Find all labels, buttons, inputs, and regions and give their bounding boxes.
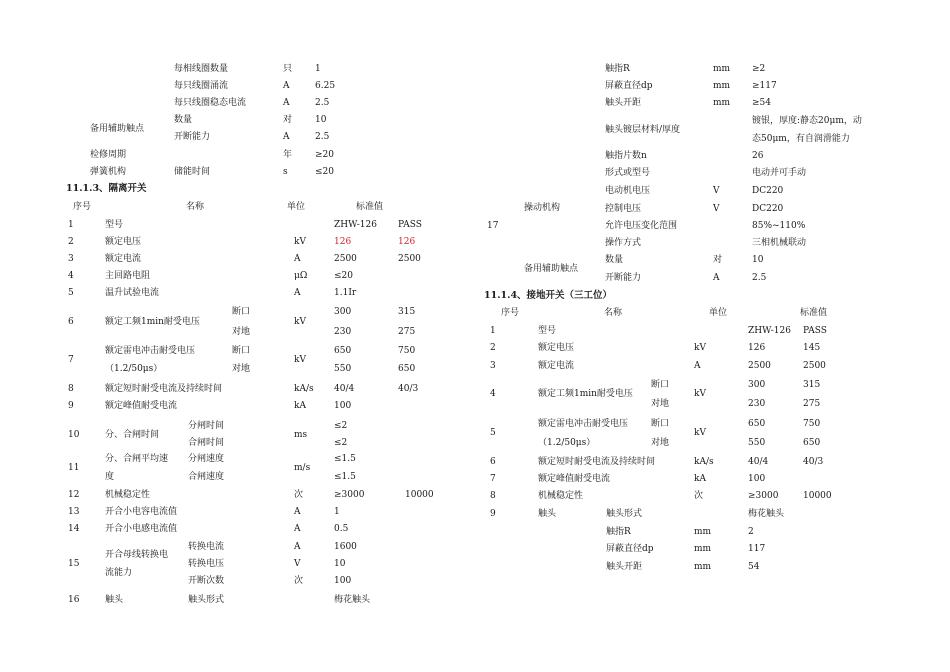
left-top-6-c2: 年 [283,150,293,160]
left-r-12-c3-19: 次 [294,490,304,500]
left-r-18-c1-18: 度 [105,472,115,482]
left-r-14-c1-21: 开合小电感电流值 [105,524,178,534]
right-r-13-c3-13: mm [694,527,712,537]
left-top-5-c3: 2.5 [315,132,330,142]
left-r-5-c1-4: 温升试验电流 [105,288,160,298]
left-r-14-c4-21: 0.5 [334,524,349,534]
left-r-12-c4-19: ≥3000 [334,490,365,500]
left-top-1-c3: 6.25 [315,81,336,91]
right-r-6-c5-6: 750 [803,419,821,429]
left-r-6-c0-6: 6 [68,317,74,327]
left-r-12-c0-19: 12 [68,490,80,500]
left-r-26-c3-26: 次 [294,576,304,586]
left-r-9-c3-12: kA [294,401,306,411]
right-r-1-c5-0: PASS [803,326,827,336]
left-r-3-c4-2: 2500 [334,254,357,264]
left-r-3-c3-2: A [294,254,301,264]
left-r-22-c4-22: 1600 [334,542,357,552]
right-top-7-c2: 形式或型号 [605,168,651,178]
right-r-6-c2-6: 断口 [651,419,670,429]
left-top-0-c1: 每相线圈数量 [174,64,229,74]
right-r-7-c3-10: kA [694,474,706,484]
left-r-11-c0-17: 11 [68,463,80,473]
left-r-10-c4-10: 550 [334,364,352,374]
right-r-4-c1-4: 额定工频1min耐受电压 [538,389,633,399]
right-r-15-c3-15: mm [694,562,712,572]
right-top-8-c2: 电动机电压 [605,186,651,196]
left-r-8-c1-11: 额定短时耐受电流及持续时间 [105,384,223,394]
right-r-9-c0-12: 9 [490,509,496,519]
right-top-10-c4: DC220 [752,204,784,214]
right-top-11-c4: 85%~110% [752,221,806,231]
left-top-3-c2: 对 [283,115,293,125]
right-r-14-c4-14: 117 [748,544,766,554]
left-r-1-c5-0: PASS [398,220,422,230]
right-r-15-c4-15: 54 [748,562,760,572]
left-r-14-c3-21: A [294,524,301,534]
left-top-1-c1: 每只线圈涌流 [174,81,229,91]
left-r-2-c5-1: 126 [398,237,416,247]
left-r-13-c1-20: 开合小电容电流值 [105,507,178,517]
left-r-16-c4-27: 梅花触头 [334,595,371,605]
right-top-15-c2: 开断能力 [605,273,642,283]
right-r-6-c3-9: kA/s [694,457,714,467]
right-top-9-c1: 操动机构 [524,203,561,213]
left-r-8-c2-8: 断口 [232,346,251,356]
right-r-3-c4-3: 300 [748,380,766,390]
right-r-3-c4-2: 2500 [748,361,771,371]
left-r-7-c3-9: kV [294,355,306,365]
right-r-8-c4-11: ≥3000 [748,491,779,501]
right-r-5-c0-7: 5 [490,428,496,438]
right-top-0-c2: 触指R [605,64,630,74]
left-r-5-c5-5: 315 [398,307,416,317]
left-r-13-c4-13: ≤2 [334,421,348,431]
left-top-4-c0: 备用辅助触点 [90,124,145,134]
right-top-14-c1: 备用辅助触点 [524,264,579,274]
right-top-6-c4: 26 [752,151,764,161]
left-r-16-c2-27: 触头形式 [188,595,225,605]
right-top-1-c4: ≥117 [752,81,777,91]
right-top-0-c4: ≥2 [752,64,766,74]
left-top-0-c2: 只 [283,64,293,74]
left-r-1-c0-0: 1 [68,220,74,230]
left-r-8-c5-11: 40/3 [398,384,419,394]
left-top-3-c3: 10 [315,115,327,125]
left-r-6-c3-6: kV [294,317,306,327]
left-r-13-c4-20: 1 [334,507,340,517]
right-r-3-c1-2: 额定电流 [538,361,575,371]
left-r-7-c4-7: 230 [334,327,352,337]
right-r-14-c3-14: mm [694,544,712,554]
right-header-name: 名称 [604,308,623,318]
left-r-16-c1-27: 触头 [105,595,124,605]
right-top-4-c2: 触头镀层材料/厚度 [605,125,681,135]
left-r-7-c5-7: 275 [398,327,416,337]
left-r-8-c4-11: 40/4 [334,384,355,394]
left-top-3-c1: 数量 [174,115,193,125]
right-r-5-c4-5: 230 [748,399,766,409]
right-top-1-c2: 屏蔽直径dp [605,81,653,91]
left-r-4-c1-3: 主回路电阻 [105,271,151,281]
right-r-3-c3-2: A [694,361,701,371]
right-header-unit: 单位 [709,308,728,318]
left-r-5-c4-4: 1.1Ir [334,288,357,298]
left-r-4-c4-3: ≤20 [334,271,353,281]
left-r-15-c3-24: V [294,559,301,569]
left-r-8-c5-8: 750 [398,346,416,356]
right-r-6-c1-6: 额定雷电冲击耐受电压 [538,419,629,429]
right-r-8-c5-8: 650 [803,438,821,448]
left-r-10-c5-10: 650 [398,364,416,374]
right-top-12-c4: 三相机械联动 [752,238,807,248]
left-r-10-c1-14: 分、合闸时间 [105,430,160,440]
left-top-5-c1: 开断能力 [174,132,211,142]
left-r-2-c3-1: kV [294,237,306,247]
left-r-26-c4-26: 100 [334,576,352,586]
left-r-9-c1-12: 额定峰值耐受电流 [105,401,178,411]
right-r-2-c4-1: 126 [748,343,766,353]
right-top-15-c3: A [713,273,720,283]
left-r-15-c0-24: 15 [68,559,80,569]
left-r-5-c3-4: A [294,288,301,298]
left-r-4-c3-3: μΩ [294,271,308,281]
right-r-2-c5-1: 145 [803,343,821,353]
right-top-5-c4: 态50μm，有自润滑能力 [752,134,850,144]
right-top-2-c2: 触头开距 [605,98,642,108]
right-r-2-c1-1: 额定电压 [538,343,575,353]
right-r-8-c2-8: 对地 [651,438,670,448]
left-top-1-c2: A [283,81,290,91]
left-r-15-c2-15: 合闸时间 [188,438,225,448]
left-top-2-c3: 2.5 [315,98,330,108]
left-top-0-c3: 1 [315,64,321,74]
right-top-13-c3: 对 [713,255,723,265]
right-top-8-c3: V [713,186,720,196]
left-section-title: 11.1.3、隔离开关 [66,183,147,194]
left-r-22-c2-22: 转换电流 [188,542,225,552]
left-r-23-c1-23: 开合母线转换电 [105,550,169,560]
left-r-22-c3-22: A [294,542,301,552]
left-top-2-c2: A [283,98,290,108]
right-top-13-c2: 数量 [605,255,624,265]
left-r-5-c2-5: 断口 [232,307,251,317]
right-top-10-c2: 控制电压 [605,204,642,214]
right-top-2-c3: mm [713,98,731,108]
left-r-3-c1-2: 额定电流 [105,254,142,264]
right-r-5-c2-5: 对地 [651,399,670,409]
right-top-2-c4: ≥54 [752,98,771,108]
right-r-4-c0-4: 4 [490,389,496,399]
left-r-2-c4-1: 126 [334,237,352,247]
left-r-8-c1-8: 额定雷电冲击耐受电压 [105,346,196,356]
left-r-8-c0-11: 8 [68,384,74,394]
right-r-15-c2-15: 触头开距 [606,562,643,572]
right-r-9-c4-12: 梅花触头 [748,509,785,519]
right-r-6-c1-9: 额定短时耐受电流及持续时间 [538,457,656,467]
left-r-18-c2-18: 合闸速度 [188,472,225,482]
left-r-16-c0-27: 16 [68,595,80,605]
left-r-2-c1-1: 额定电压 [105,237,142,247]
right-r-7-c0-10: 7 [490,474,496,484]
right-top-6-c2: 触指片数n [605,151,647,161]
left-top-7-c2: s [283,167,288,177]
right-r-7-c1-10: 额定峰值耐受电流 [538,474,611,484]
left-top-5-c2: A [283,132,290,142]
left-r-11-c3-17: m/s [294,463,311,473]
right-r-4-c3-4: kV [694,389,706,399]
left-r-8-c3-11: kA/s [294,384,314,394]
right-r-2-c0-1: 2 [490,343,496,353]
right-r-5-c5-5: 275 [803,399,821,409]
left-header-std: 标准值 [356,202,384,212]
right-r-9-c1-12: 触头 [538,509,557,519]
left-r-12-c1-19: 机械稳定性 [105,490,151,500]
right-top-3-c4: 镀银，厚度:静态20μm，动 [752,116,862,126]
right-r-3-c2-3: 断口 [651,380,670,390]
left-r-1-c4-0: ZHW-126 [334,220,377,230]
right-r-2-c3-1: kV [694,343,706,353]
left-header-unit: 单位 [287,202,306,212]
right-r-6-c0-9: 6 [490,457,496,467]
left-r-2-c0-1: 2 [68,237,74,247]
right-r-6-c4-9: 40/4 [748,457,769,467]
left-r-5-c4-5: 300 [334,307,352,317]
left-r-4-c0-3: 4 [68,271,74,281]
right-top-11-c0: 17 [487,221,499,231]
left-header-no: 序号 [73,202,92,212]
right-r-3-c5-3: 315 [803,380,821,390]
left-r-1-c1-0: 型号 [105,220,124,230]
right-top-7-c4: 电动并可手动 [752,168,807,178]
right-top-12-c2: 操作方式 [605,238,642,248]
right-r-8-c4-8: 550 [748,438,766,448]
right-header-std: 标准值 [800,308,828,318]
left-r-14-c0-21: 14 [68,524,80,534]
right-header-no: 序号 [501,308,520,318]
left-r-26-c2-26: 开断次数 [188,576,225,586]
left-top-2-c1: 每只线圈稳态电流 [174,98,247,108]
left-r-13-c3-20: A [294,507,301,517]
right-r-5-c3-7: kV [694,428,706,438]
right-r-6-c4-6: 650 [748,419,766,429]
left-r-10-c2-10: 对地 [232,364,251,374]
left-r-16-c1-16: 分、合闸平均速 [105,454,169,464]
right-top-8-c4: DC220 [752,186,784,196]
left-header-name: 名称 [186,202,205,212]
right-top-13-c4: 10 [752,255,764,265]
left-r-9-c4-12: 100 [334,401,352,411]
left-r-10-c1-10: （1.2/50μs） [105,364,163,374]
left-r-18-c4-18: ≤1.5 [334,472,356,482]
right-r-13-c4-13: 2 [748,527,754,537]
left-top-7-c1: 储能时间 [174,167,211,177]
left-top-7-c0: 弹簧机构 [90,167,127,177]
left-top-6-c3: ≥20 [315,150,334,160]
left-r-13-c0-20: 13 [68,507,80,517]
left-r-3-c0-2: 3 [68,254,74,264]
left-r-12-c5-19: 10000 [405,490,434,500]
left-r-10-c3-14: ms [294,430,308,440]
left-top-6-c0: 检修周期 [90,150,127,160]
right-r-8-c0-11: 8 [490,491,496,501]
right-r-8-c1-11: 机械稳定性 [538,491,584,501]
left-r-10-c0-14: 10 [68,430,80,440]
right-r-14-c2-14: 屏蔽直径dp [606,544,654,554]
left-r-8-c4-8: 650 [334,346,352,356]
right-r-1-c1-0: 型号 [538,326,557,336]
right-r-7-c4-10: 100 [748,474,766,484]
right-section-title: 11.1.4、接地开关（三工位） [484,290,613,301]
right-top-0-c3: mm [713,64,731,74]
right-r-1-c0-0: 1 [490,326,496,336]
left-r-15-c2-24: 转换电压 [188,559,225,569]
right-r-3-c5-2: 2500 [803,361,826,371]
left-r-7-c2-7: 对地 [232,327,251,337]
left-r-15-c4-15: ≤2 [334,438,348,448]
left-r-16-c4-16: ≤1.5 [334,454,356,464]
right-r-8-c5-11: 10000 [803,491,832,501]
right-r-3-c0-2: 3 [490,361,496,371]
right-r-1-c4-0: ZHW-126 [748,326,791,336]
right-r-13-c2-13: 触指R [606,527,631,537]
left-r-3-c5-2: 2500 [398,254,421,264]
left-r-15-c4-24: 10 [334,559,346,569]
left-r-7-c0-9: 7 [68,355,74,365]
left-r-25-c1-25: 流能力 [105,568,133,578]
right-r-9-c2-12: 触头形式 [606,509,643,519]
right-top-10-c3: V [713,204,720,214]
left-r-16-c2-16: 分闸速度 [188,454,225,464]
right-top-11-c2: 允许电压变化范围 [605,221,678,231]
right-top-15-c4: 2.5 [752,273,767,283]
right-r-6-c5-9: 40/3 [803,457,824,467]
left-r-13-c2-13: 分闸时间 [188,421,225,431]
right-r-8-c3-11: 次 [694,491,704,501]
left-r-5-c0-4: 5 [68,288,74,298]
right-r-8-c1-8: （1.2/50μs） [538,438,596,448]
left-r-6-c1-6: 额定工频1min耐受电压 [105,317,200,327]
left-r-9-c0-12: 9 [68,401,74,411]
right-top-1-c3: mm [713,81,731,91]
left-top-7-c3: ≤20 [315,167,334,177]
